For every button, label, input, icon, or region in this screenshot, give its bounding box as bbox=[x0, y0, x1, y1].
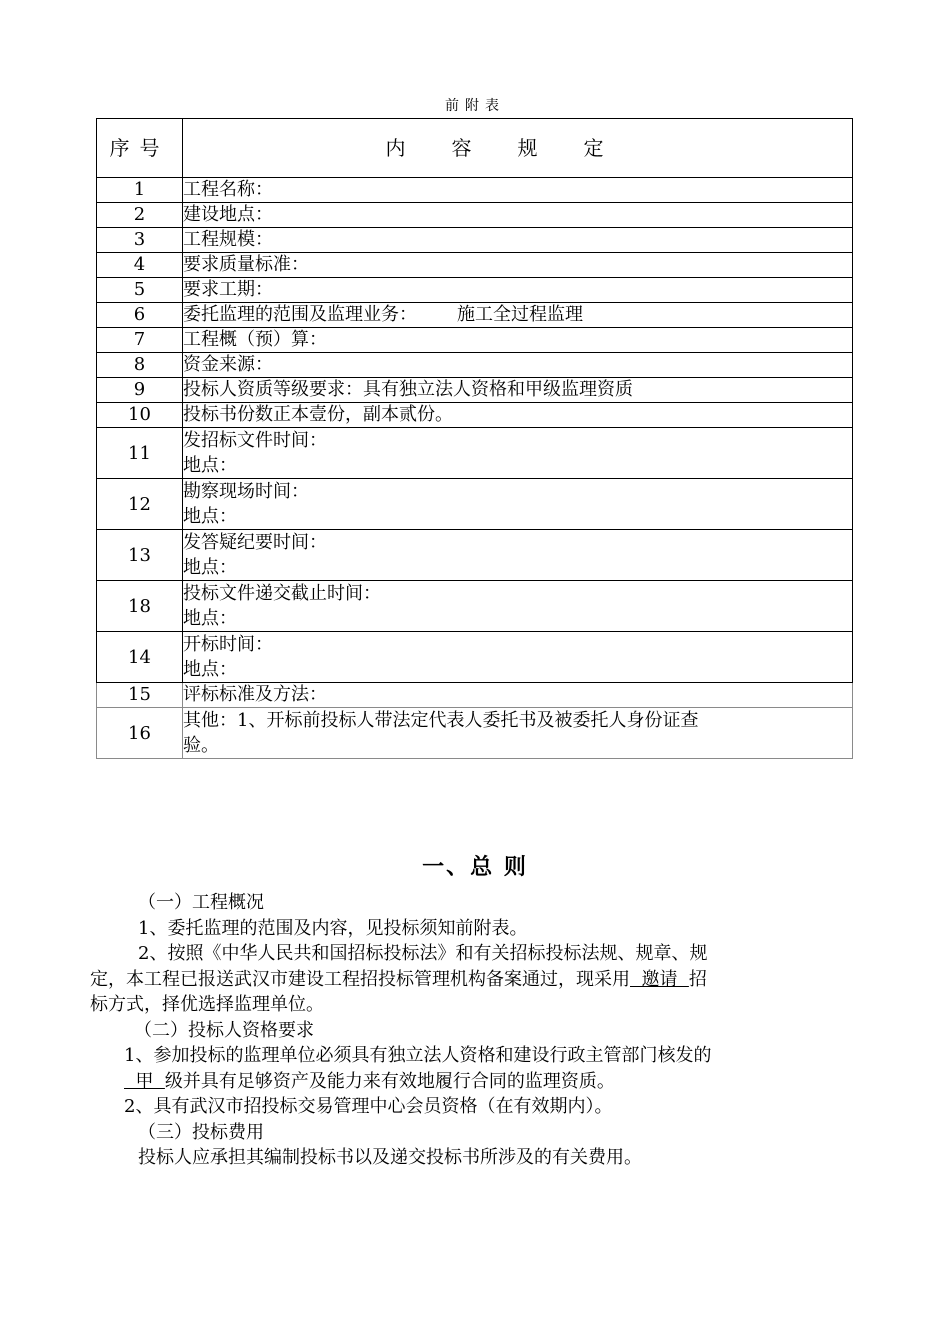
row-content bbox=[183, 479, 853, 530]
table-row bbox=[97, 403, 853, 428]
row-number: 13 bbox=[97, 530, 183, 581]
row-number: 14 bbox=[97, 632, 183, 683]
paragraph: 2、具有武汉市招投标交易管理中心会员资格（在有效期内）。 bbox=[124, 1096, 613, 1117]
subsection-title: （一）工程概况 bbox=[138, 892, 264, 913]
row-line: 地点： bbox=[183, 455, 237, 476]
table-row bbox=[97, 378, 853, 403]
scope-value: 施工全过程监理 bbox=[457, 304, 583, 325]
row-number: 18 bbox=[97, 581, 183, 632]
table-row bbox=[97, 632, 853, 683]
paragraph-text: 招 bbox=[688, 968, 707, 990]
row-content: 工程概（预）算： bbox=[183, 328, 853, 353]
row-number: 9 bbox=[97, 378, 183, 403]
paragraph: 投标人应承担其编制投标书以及递交投标书所涉及的有关费用。 bbox=[138, 1147, 642, 1168]
row-content: 建设地点： bbox=[183, 203, 853, 228]
row-content: 工程名称： bbox=[183, 178, 853, 203]
table-row bbox=[97, 178, 853, 203]
row-content: 投标书份数正本壹份，副本贰份。 bbox=[183, 403, 853, 428]
row-line: 发招标文件时间： bbox=[183, 430, 327, 451]
row-line: 地点： bbox=[183, 506, 237, 527]
section-heading: 一、总 则 bbox=[422, 855, 528, 880]
row-number: 10 bbox=[97, 403, 183, 428]
table-row bbox=[97, 581, 853, 632]
row-line: 其他：1、开标前投标人带法定代表人委托书及被委托人身份证查 bbox=[183, 710, 699, 731]
row-number: 16 bbox=[97, 708, 183, 759]
table-row bbox=[97, 530, 853, 581]
row-number: 4 bbox=[97, 253, 183, 278]
row-number: 1 bbox=[97, 178, 183, 203]
table-row bbox=[97, 303, 853, 328]
paragraph: 1、参加投标的监理单位必须具有独立法人资格和建设行政主管部门核发的 bbox=[124, 1045, 712, 1066]
row-content bbox=[183, 303, 853, 328]
paragraph bbox=[90, 967, 860, 993]
paragraph-text: 定，本工程已报送武汉市建设工程招投标管理机构备案通过，现采用 bbox=[90, 968, 630, 990]
row-number: 8 bbox=[97, 353, 183, 378]
table-row bbox=[97, 683, 853, 708]
scope-label: 委托监理的范围及监理业务： bbox=[183, 304, 417, 325]
table-row bbox=[97, 278, 853, 303]
subsection-title: （二）投标人资格要求 bbox=[134, 1019, 314, 1041]
row-content: 投标人资质等级要求：具有独立法人资格和甲级监理资质 bbox=[183, 378, 853, 403]
table-row bbox=[97, 228, 853, 253]
table-row bbox=[97, 203, 853, 228]
header-number: 序号 bbox=[97, 119, 183, 178]
row-content: 要求工期： bbox=[183, 278, 853, 303]
row-content: 工程规模： bbox=[183, 228, 853, 253]
table-row bbox=[97, 708, 853, 759]
row-number: 2 bbox=[97, 203, 183, 228]
table-row bbox=[97, 253, 853, 278]
tender-method-fill: 邀请 bbox=[630, 968, 689, 990]
row-line: 投标文件递交截止时间： bbox=[183, 583, 381, 604]
row-content bbox=[183, 530, 853, 581]
row-number: 5 bbox=[97, 278, 183, 303]
row-content bbox=[183, 708, 853, 759]
qualification-grade-fill: 甲 bbox=[124, 1070, 165, 1092]
subsection-title: （三）投标费用 bbox=[138, 1121, 264, 1143]
row-number: 12 bbox=[97, 479, 183, 530]
paragraph: 1、委托监理的范围及内容，见投标须知前附表。 bbox=[138, 917, 528, 939]
row-number: 3 bbox=[97, 228, 183, 253]
paragraph: 标方式，择优选择监理单位。 bbox=[90, 994, 324, 1015]
table-caption: 前附表 bbox=[445, 98, 505, 114]
row-line: 验。 bbox=[183, 735, 219, 756]
row-number: 7 bbox=[97, 328, 183, 353]
table-row bbox=[97, 428, 853, 479]
row-number: 6 bbox=[97, 303, 183, 328]
header-content: 内容规定 bbox=[183, 119, 853, 178]
row-line: 地点： bbox=[183, 557, 237, 578]
paragraph bbox=[90, 1069, 860, 1095]
row-line: 地点： bbox=[183, 659, 237, 680]
row-content: 要求质量标准： bbox=[183, 253, 853, 278]
row-content bbox=[183, 581, 853, 632]
paragraph: 2、按照《中华人民共和国招标投标法》和有关招标投标法规、规章、规 bbox=[138, 943, 708, 964]
table-header-row bbox=[97, 119, 853, 178]
row-number: 11 bbox=[97, 428, 183, 479]
row-number: 15 bbox=[97, 683, 183, 708]
row-content bbox=[183, 632, 853, 683]
table-row bbox=[97, 328, 853, 353]
row-content bbox=[183, 428, 853, 479]
row-line: 开标时间： bbox=[183, 634, 273, 655]
row-line: 发答疑纪要时间： bbox=[183, 532, 327, 553]
table-row bbox=[97, 479, 853, 530]
row-line: 地点： bbox=[183, 608, 237, 629]
row-content: 资金来源： bbox=[183, 353, 853, 378]
row-line: 勘察现场时间： bbox=[183, 481, 309, 502]
table-row bbox=[97, 353, 853, 378]
paragraph-text: 级并具有足够资产及能力来有效地履行合同的监理资质。 bbox=[164, 1070, 615, 1092]
row-content: 评标标准及方法： bbox=[183, 683, 853, 708]
annex-table bbox=[96, 118, 853, 759]
general-provisions bbox=[90, 890, 860, 1171]
